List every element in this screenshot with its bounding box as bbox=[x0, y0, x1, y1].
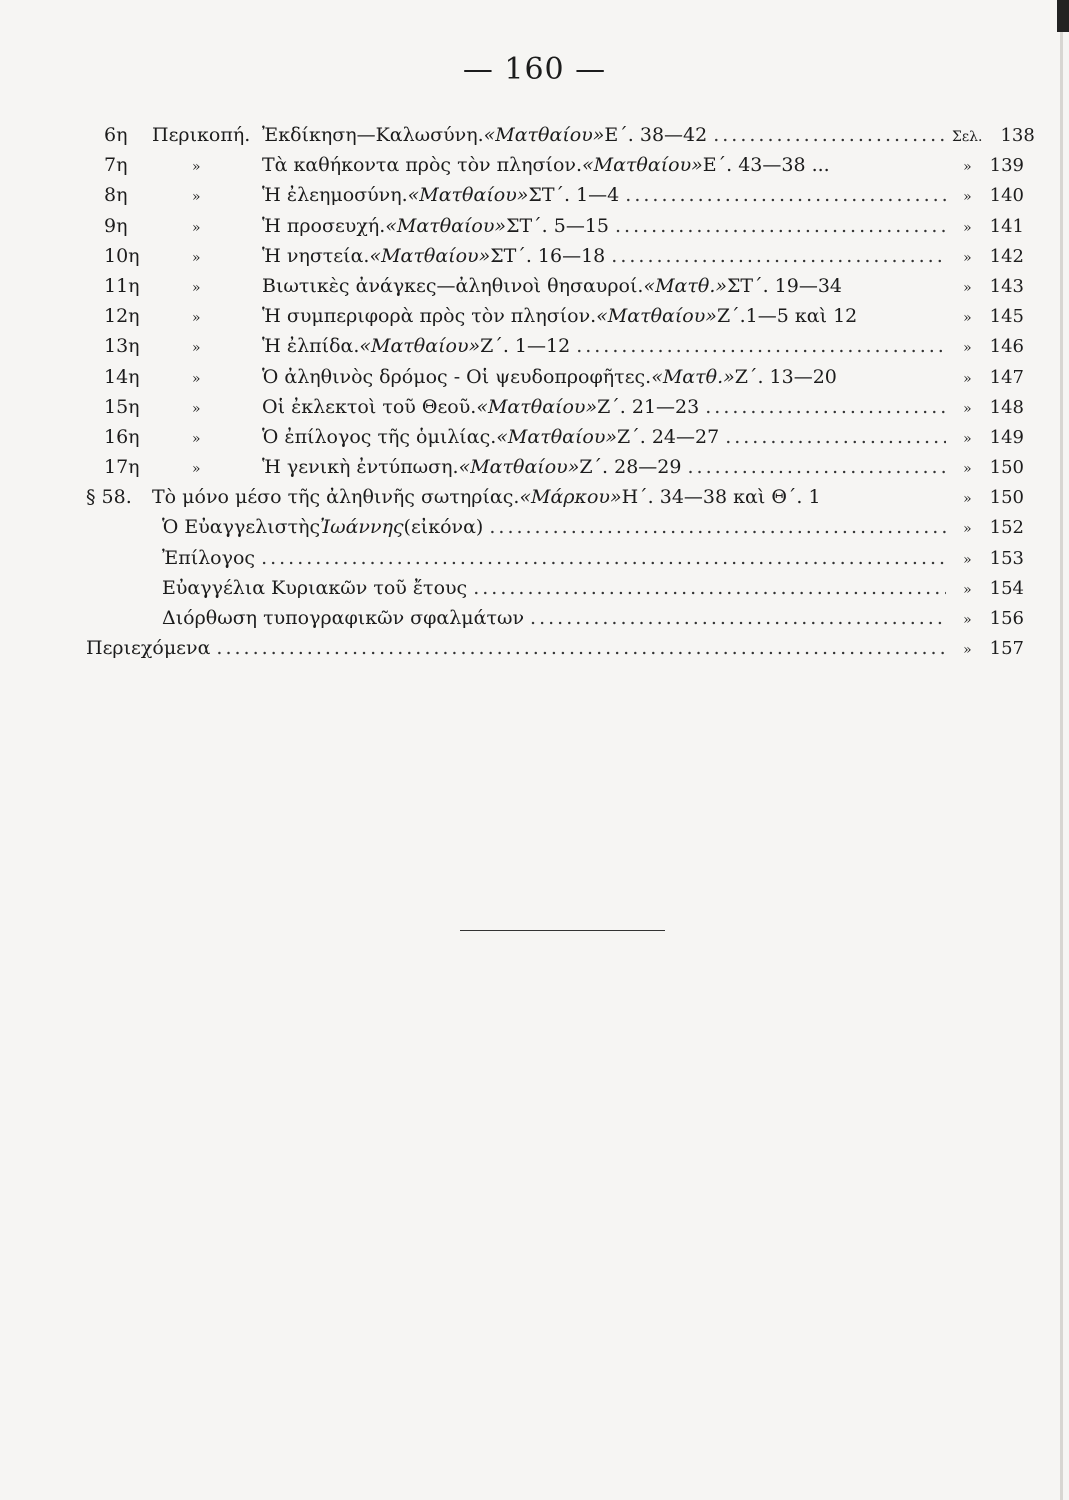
ditto-mark: » bbox=[192, 310, 201, 327]
entry-chapter: ΣΤ΄. 5—15 bbox=[506, 214, 610, 237]
table-of-contents bbox=[86, 124, 1035, 667]
entry-title-text: Οἱ ἐκλεκτοὶ τοῦ Θεοῦ. bbox=[262, 395, 477, 418]
ditto-mark: » bbox=[192, 370, 201, 387]
page-prefix: » bbox=[963, 581, 972, 598]
entry-title bbox=[262, 335, 952, 357]
entry-title-text: Περιεχόμενα bbox=[86, 637, 211, 660]
entry-number: 8η bbox=[104, 184, 128, 207]
ditto-mark: » bbox=[192, 279, 201, 296]
entry-reference: «Μάρκου» bbox=[519, 486, 622, 509]
entry-chapter: ΣΤ΄. 19—34 bbox=[726, 274, 843, 297]
entry-page bbox=[952, 336, 1024, 357]
entry-reference: «Ματθαίου» bbox=[458, 456, 580, 479]
entry-title bbox=[162, 547, 952, 569]
entry-reference: «Ματθ.» bbox=[643, 274, 727, 297]
entry-title-text: Ἡ ἐλπίδα. bbox=[262, 335, 360, 358]
entry-chapter: Ε΄. 38—42 bbox=[604, 124, 708, 146]
entry-page bbox=[952, 155, 1024, 176]
entry-reference: «Ματθαίου» bbox=[582, 154, 703, 177]
entry-reference: «Ματθαίου» bbox=[596, 305, 717, 328]
page-value: 153 bbox=[989, 547, 1024, 569]
page-number: — 160 — bbox=[462, 52, 607, 87]
dot-leader bbox=[216, 637, 946, 659]
toc-entry-13 bbox=[104, 335, 1024, 365]
entry-reference: «Ματθαίου» bbox=[369, 244, 491, 267]
entry-title-text: Εὐαγγέλια Κυριακῶν τοῦ ἔτους bbox=[162, 576, 468, 599]
entry-page bbox=[952, 185, 1024, 206]
entry-title-text: Διόρθωση τυπογραφικῶν σφαλμάτων bbox=[162, 607, 525, 629]
page-value: 145 bbox=[989, 306, 1024, 328]
ditto-mark: » bbox=[192, 461, 201, 478]
entry-number: 17η bbox=[104, 456, 140, 479]
page-prefix: » bbox=[963, 370, 972, 387]
page-prefix: » bbox=[963, 461, 972, 478]
page-value: 146 bbox=[989, 336, 1024, 358]
ditto-mark: » bbox=[192, 249, 201, 266]
page-prefix: » bbox=[963, 159, 972, 176]
dot-leader bbox=[705, 396, 946, 418]
toc-entry-12 bbox=[104, 305, 1024, 335]
entry-chapter: Ζ΄.1—5 καὶ 12 bbox=[716, 305, 858, 328]
page-value: 138 bbox=[1000, 125, 1035, 146]
page-prefix: » bbox=[963, 400, 972, 417]
page-edge-mark bbox=[1057, 0, 1069, 32]
toc-extra-evangelist bbox=[104, 516, 1024, 546]
entry-number: 13η bbox=[104, 335, 140, 358]
dot-leader bbox=[576, 335, 946, 357]
dot-leader bbox=[530, 607, 946, 629]
dot-leader bbox=[261, 547, 946, 569]
entry-title-text: Ἡ ἐλεημοσύνη. bbox=[262, 184, 408, 207]
toc-entry-16 bbox=[104, 426, 1024, 456]
dot-leader bbox=[615, 215, 946, 237]
entry-chapter: Ζ΄. 13—20 bbox=[734, 365, 837, 388]
entry-number: 12η bbox=[104, 305, 140, 328]
page-value: 143 bbox=[989, 275, 1024, 297]
entry-number: 11η bbox=[104, 274, 140, 297]
entry-chapter: ΣΤ΄. 1—4 bbox=[528, 184, 620, 207]
toc-entry-6 bbox=[104, 124, 1035, 154]
page-value: 148 bbox=[989, 396, 1024, 418]
page-prefix: » bbox=[963, 219, 972, 236]
toc-extra-epilogue bbox=[104, 547, 1024, 577]
page-prefix: » bbox=[963, 279, 972, 296]
page-prefix: » bbox=[963, 521, 972, 538]
page-prefix: Σελ. bbox=[952, 129, 983, 145]
page-prefix: » bbox=[963, 189, 972, 206]
entry-reference: «Ματθαίου» bbox=[359, 335, 481, 358]
entry-title bbox=[262, 426, 952, 448]
ditto-mark: » bbox=[192, 430, 201, 447]
page-prefix: » bbox=[963, 612, 972, 628]
page-value: 140 bbox=[989, 185, 1024, 207]
entry-chapter: Η΄. 34—38 καὶ Θ΄. 1 bbox=[621, 486, 821, 509]
toc-entry-9 bbox=[104, 215, 1024, 245]
end-rule bbox=[460, 930, 665, 931]
entry-chapter: ΣΤ΄. 16—18 bbox=[490, 244, 606, 267]
entry-title-text: Ἡ νηστεία. bbox=[262, 244, 370, 267]
entry-title-text: Ἐπίλογος bbox=[162, 546, 256, 569]
entry-title bbox=[86, 637, 952, 659]
entry-chapter: Ζ΄. 28—29 bbox=[579, 456, 682, 479]
entry-chapter: Ζ΄. 1—12 bbox=[480, 335, 571, 358]
ditto-mark: » bbox=[192, 400, 201, 417]
entry-reference: «Ματθαίου» bbox=[496, 425, 618, 448]
page-prefix: » bbox=[963, 249, 972, 266]
dot-leader bbox=[611, 245, 946, 267]
entry-title bbox=[162, 607, 952, 629]
entry-chapter: Ε΄. 43—38 ... bbox=[702, 154, 830, 177]
entry-reference: «Ματθαίου» bbox=[476, 395, 598, 418]
dot-leader bbox=[625, 184, 946, 206]
entry-page bbox=[952, 578, 1024, 599]
entry-title-text: Βιωτικὲς ἀνάγκες—ἀληθινοὶ θησαυροί. bbox=[262, 274, 644, 297]
toc-entry-11 bbox=[104, 275, 1024, 305]
page-edge-shadow bbox=[1060, 0, 1063, 1500]
entry-page bbox=[952, 397, 1024, 418]
ditto-mark: » bbox=[192, 189, 201, 206]
entry-page bbox=[952, 276, 1024, 297]
entry-page bbox=[952, 457, 1024, 478]
toc-extra-errata bbox=[104, 607, 1024, 637]
ditto-mark: » bbox=[192, 340, 201, 357]
page-value: 147 bbox=[989, 366, 1024, 388]
toc-entry-7 bbox=[104, 154, 1024, 184]
entry-title-text: Ὁ ἐπίλογος τῆς ὁμιλίας. bbox=[262, 425, 497, 448]
entry-page bbox=[952, 246, 1024, 267]
page-value: 139 bbox=[989, 155, 1024, 177]
toc-extra-sunday-gospels bbox=[104, 577, 1024, 607]
entry-page bbox=[952, 517, 1024, 538]
entry-title bbox=[162, 577, 952, 599]
entry-title-text: Ἡ γενικὴ ἐντύπωση. bbox=[262, 456, 459, 479]
entry-title-text: Ὁ Εὐαγγελιστὴς bbox=[162, 516, 321, 539]
entry-page bbox=[952, 487, 1024, 508]
dot-leader bbox=[489, 516, 946, 538]
page-prefix: » bbox=[963, 310, 972, 327]
entry-chapter: Ζ΄. 21—23 bbox=[597, 395, 700, 418]
entry-title bbox=[262, 124, 952, 146]
entry-page bbox=[952, 638, 1024, 659]
toc-contents bbox=[86, 637, 1024, 667]
entry-reference: «Ματθαίου» bbox=[483, 124, 605, 146]
section-number: § 58. bbox=[86, 486, 132, 509]
page-value: 142 bbox=[989, 245, 1024, 267]
page-prefix: » bbox=[963, 491, 972, 508]
entry-reference: Ἰωάννης bbox=[320, 516, 404, 539]
entry-title-text: Τὸ μόνο μέσο τῆς ἀληθινῆς σωτηρίας. bbox=[152, 486, 520, 509]
entry-title bbox=[262, 396, 952, 418]
page-value: 152 bbox=[989, 517, 1024, 539]
toc-entry-8 bbox=[104, 184, 1024, 214]
dot-leader bbox=[725, 426, 946, 448]
page-value: 149 bbox=[989, 426, 1024, 448]
page-value: 156 bbox=[989, 608, 1024, 629]
page-prefix: » bbox=[963, 551, 972, 568]
entry-chapter: (εἰκόνα) bbox=[403, 516, 484, 539]
page-value: 150 bbox=[989, 487, 1024, 509]
entry-label: Περικοπή. bbox=[152, 124, 251, 146]
entry-title bbox=[262, 275, 952, 297]
entry-page bbox=[952, 216, 1024, 237]
entry-title bbox=[162, 516, 952, 538]
entry-reference: «Ματθ.» bbox=[651, 365, 735, 388]
entry-page bbox=[952, 125, 1035, 146]
entry-number: 10η bbox=[104, 244, 140, 267]
page-prefix: » bbox=[963, 642, 972, 659]
entry-reference: «Ματθαίου» bbox=[407, 184, 529, 207]
entry-title-text: Ὁ ἀληθινὸς δρόμος - Οἱ ψευδοπροφῆτες. bbox=[262, 365, 652, 388]
entry-title bbox=[152, 486, 952, 508]
ditto-mark: » bbox=[192, 159, 201, 176]
entry-title-text: Ἡ προσευχή. bbox=[262, 214, 386, 237]
entry-title-text: Ἐκδίκηση—Καλωσύνη. bbox=[262, 124, 484, 146]
page-value: 157 bbox=[989, 638, 1024, 660]
entry-page bbox=[952, 306, 1024, 327]
entry-title bbox=[262, 154, 952, 176]
entry-title bbox=[262, 305, 952, 327]
page-prefix: » bbox=[963, 340, 972, 357]
page-prefix: » bbox=[963, 430, 972, 447]
entry-number: 15η bbox=[104, 395, 140, 418]
toc-entry-14 bbox=[104, 366, 1024, 396]
entry-page bbox=[952, 608, 1024, 629]
entry-page bbox=[952, 367, 1024, 388]
dot-leader bbox=[713, 124, 946, 146]
entry-title bbox=[262, 245, 952, 267]
dot-leader bbox=[473, 577, 946, 599]
page-value: 150 bbox=[989, 457, 1024, 479]
entry-title bbox=[262, 456, 952, 478]
toc-section-58 bbox=[86, 486, 1024, 516]
toc-entry-10 bbox=[104, 245, 1024, 275]
page-value: 141 bbox=[989, 215, 1024, 237]
toc-entry-15 bbox=[104, 396, 1024, 426]
dot-leader bbox=[687, 456, 946, 478]
page-value: 154 bbox=[989, 577, 1024, 599]
entry-title bbox=[262, 184, 952, 206]
entry-title bbox=[262, 215, 952, 237]
entry-page bbox=[952, 548, 1024, 569]
entry-number: 14η bbox=[104, 365, 140, 388]
toc-entry-17 bbox=[104, 456, 1024, 486]
entry-number: 9η bbox=[104, 214, 128, 237]
entry-number: 6η bbox=[104, 124, 128, 146]
entry-page bbox=[952, 427, 1024, 448]
entry-number: 16η bbox=[104, 425, 140, 448]
entry-reference: «Ματθαίου» bbox=[385, 214, 507, 237]
entry-number: 7η bbox=[104, 154, 128, 177]
entry-title-text: Τὰ καθήκοντα πρὸς τὸν πλησίον. bbox=[262, 154, 582, 177]
entry-title bbox=[262, 366, 952, 388]
entry-chapter: Ζ΄. 24—27 bbox=[617, 425, 720, 448]
entry-title-text: Ἡ συμπεριφορὰ πρὸς τὸν πλησίον. bbox=[262, 305, 597, 328]
ditto-mark: » bbox=[192, 219, 201, 236]
